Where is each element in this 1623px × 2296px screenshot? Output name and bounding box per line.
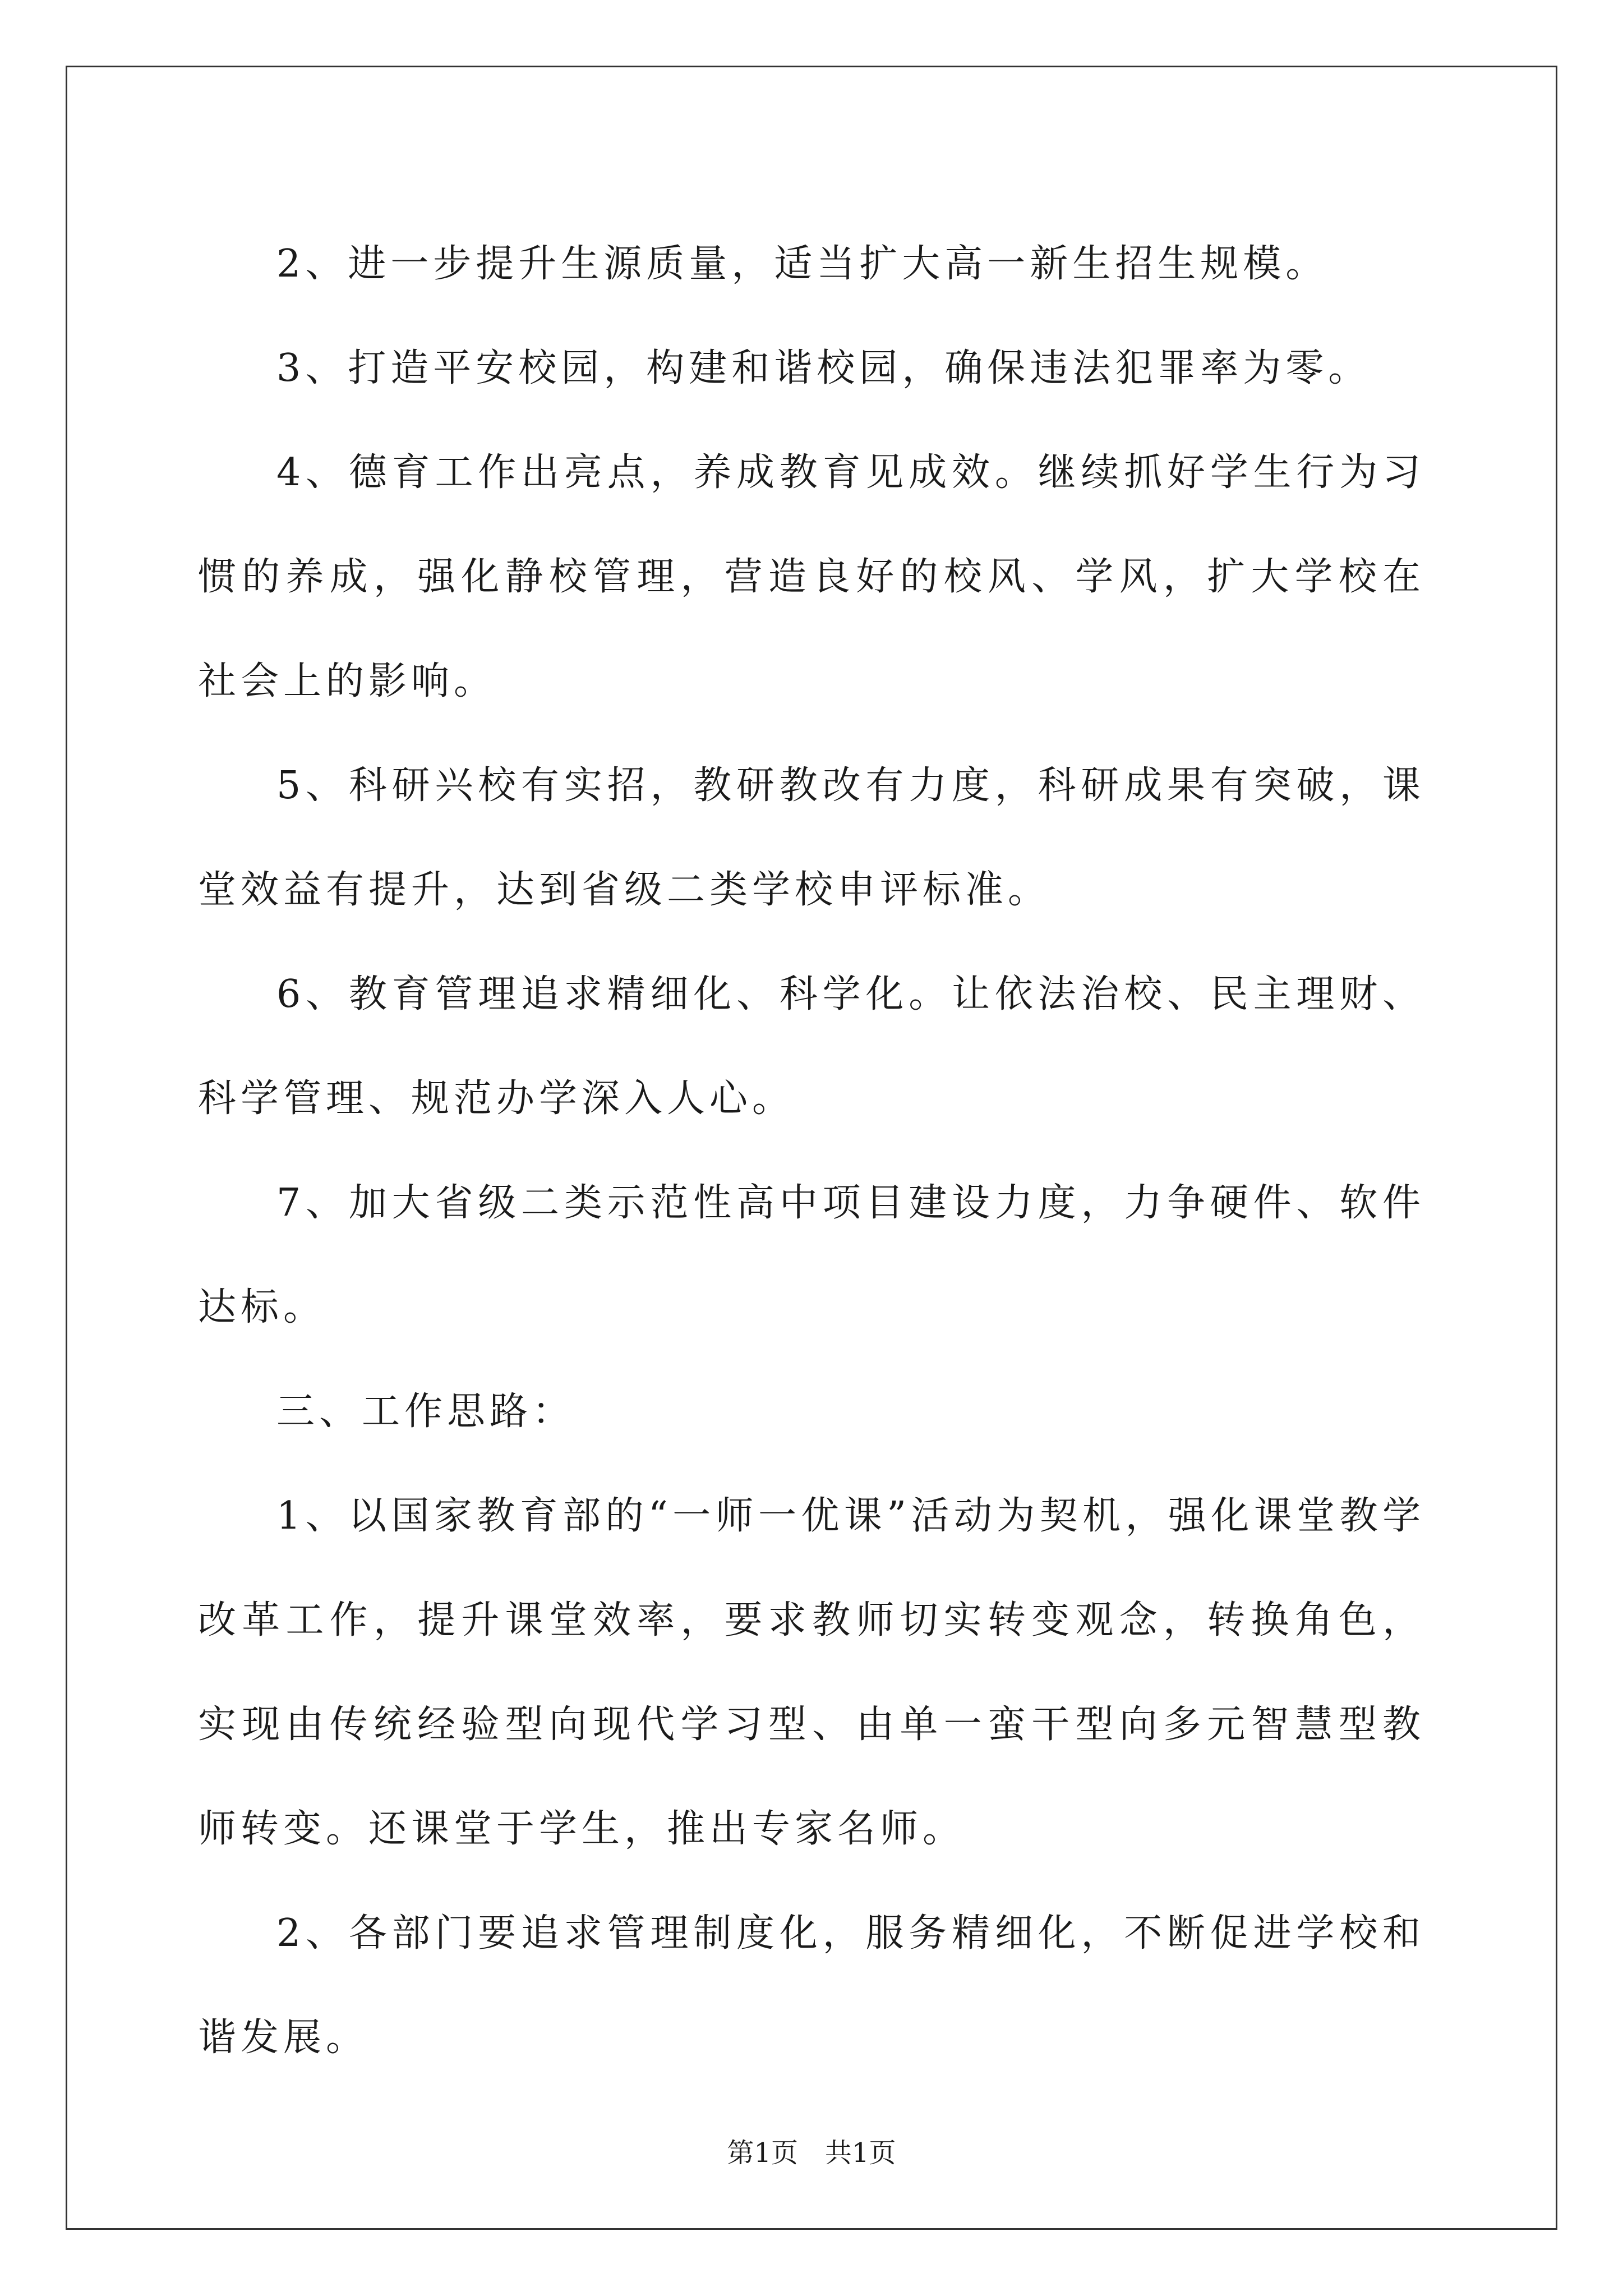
- section-heading-work-ideas: 三、工作思路：: [276, 1389, 575, 1434]
- paragraph-goal-3: 3、打造平安校园，构建和谐校园，确保违法犯罪率为零。: [276, 346, 1371, 390]
- paragraph-goal-4: 4、德育工作出亮点，养成教育见成效。继续抓好学生行为习惯的养成，强化静校管理，营造良好的校风、学风，扩大学校在社会上的影响。: [198, 450, 1425, 703]
- paragraph-idea-2: 2、各部门要追求管理制度化，服务精细化，不断促进学校和谐发展。: [198, 1911, 1425, 2060]
- page-number: 第1页: [727, 2137, 798, 2169]
- paragraph-idea-1: 1、以国家教育部的“一师一优课”活动为契机，强化课堂教学改革工作，提升课堂效率，要求教师切实转变观念，转换角色，实现由传统经验型向现代学习型、由单一蛮干型向多元智慧型教师转变。还课堂于学生，推出专家名师。: [198, 1494, 1425, 1851]
- page-footer: [0, 2136, 1623, 2170]
- document-body: [198, 212, 1425, 2090]
- paragraph-goal-2: 2、进一步提升生源质量，适当扩大高一新生招生规模。: [276, 242, 1329, 286]
- page-total: 共1页: [825, 2137, 896, 2169]
- paragraph-goal-5: 5、科研兴校有实招，教研教改有力度，科研成果有突破，课堂效益有提升，达到省级二类学校申评标准。: [198, 763, 1425, 912]
- paragraph-goal-7: 7、加大省级二类示范性高中项目建设力度，力争硬件、软件达标。: [198, 1181, 1425, 1329]
- paragraph-goal-6: 6、教育管理追求精细化、科学化。让依法治校、民主理财、科学管理、规范办学深入人心。: [198, 972, 1425, 1121]
